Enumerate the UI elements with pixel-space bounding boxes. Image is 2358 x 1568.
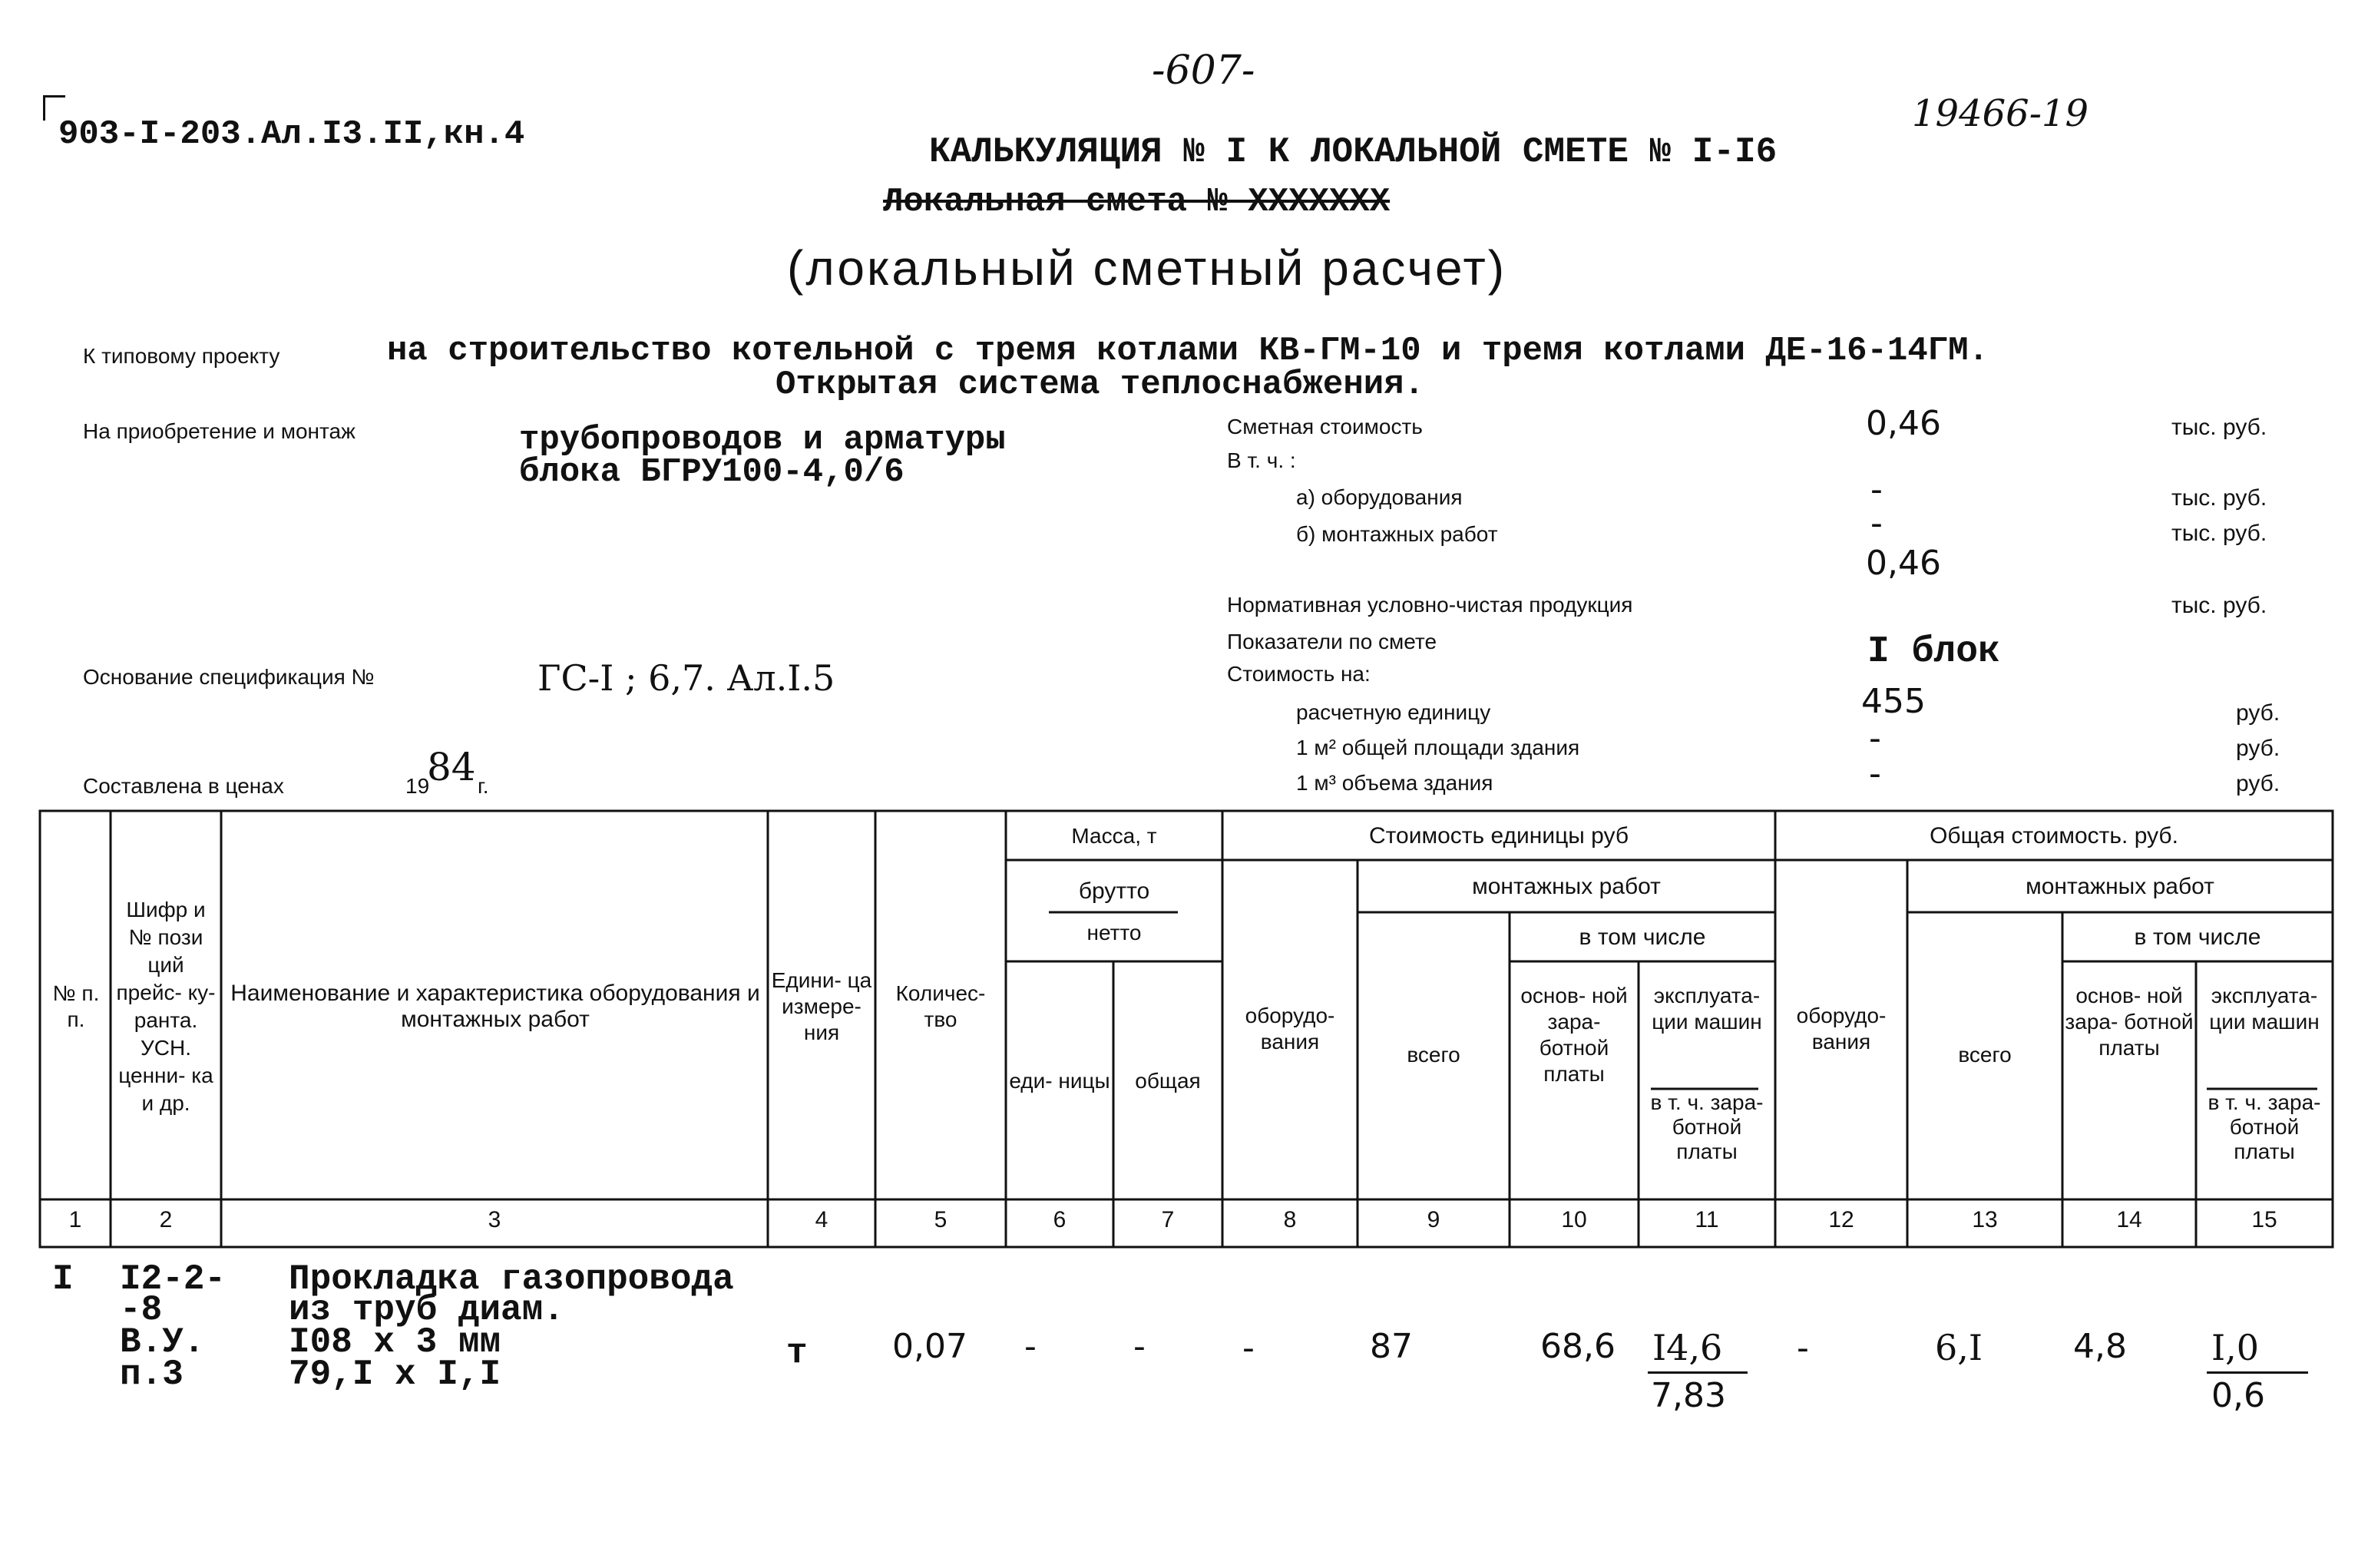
row-total-base-wage: 4,8: [2073, 1327, 2127, 1366]
unit-cost-unit: руб.: [2236, 700, 2280, 726]
normative-output-label: Нормативная условно-чистая продукция: [1227, 593, 1633, 617]
row-name-line-4: 79,I x I,I: [289, 1355, 501, 1394]
header-brutto: брутто: [1078, 878, 1150, 904]
row-machine-wage: 7,83: [1651, 1376, 1726, 1415]
purchase-line-2: блока БГРУ100-4,0/6: [519, 453, 905, 491]
estimated-cost-value: 0,46: [1866, 404, 1941, 443]
col-number-1: 1: [68, 1207, 82, 1232]
col-number-4: 4: [815, 1207, 828, 1232]
equipment-value: -: [1870, 470, 1883, 509]
volume-cost-unit: руб.: [2236, 771, 2280, 796]
header-total-equipment: оборудо- вания: [1796, 1004, 1887, 1054]
row-code-line-1: I2-2-: [120, 1259, 227, 1299]
installation-unit: тыс. руб.: [2171, 521, 2267, 546]
col-number-11: 11: [1695, 1207, 1719, 1232]
header-mass: Масса, т: [1071, 824, 1157, 848]
header-total-install: монтажных работ: [2026, 874, 2214, 899]
row-total-equipment: -: [1797, 1328, 1809, 1368]
header-no: № п. п.: [52, 981, 100, 1031]
equipment-unit: тыс. руб.: [2171, 485, 2267, 511]
area-cost-value: -: [1869, 719, 1881, 758]
basis-value: ГС-I ; 6,7. Ал.I.5: [537, 657, 835, 699]
project-line-1: на строительство котельной с тремя котлами КВ-ГМ-10 и тремя котлами ДЕ-16-14ГМ.: [387, 332, 1989, 370]
row-base-wage: 68,6: [1540, 1327, 1616, 1366]
header-netto: нетто: [1086, 921, 1142, 944]
header-total-machine: эксплуата- ции машин: [2209, 984, 2320, 1034]
compiled-label: Составлена в ценах: [83, 774, 284, 798]
col-number-3: 3: [488, 1207, 501, 1232]
volume-cost-value: -: [1869, 754, 1881, 793]
row-name-line-2: из труб диам.: [289, 1290, 564, 1330]
page-number-mark: -607-: [1152, 48, 1255, 94]
header-mass-per-unit: еди- ницы: [1009, 1069, 1110, 1093]
header-total-incl: в том числе: [2134, 925, 2261, 950]
unit-cost-value: 455: [1861, 682, 1926, 721]
purchase-label: На приобретение и монтаж: [83, 419, 356, 443]
unit-cost-label: расчетную единицу: [1296, 700, 1491, 724]
project-line-2: Открытая система теплоснабжения.: [776, 366, 1424, 404]
header-total-machine-wage: в т. ч. зара- ботной платы: [2208, 1090, 2321, 1163]
estimated-cost-label: Сметная стоимость: [1227, 415, 1423, 438]
header-unit-equipment: оборудо- вания: [1245, 1004, 1335, 1054]
col-number-5: 5: [934, 1207, 947, 1232]
col-number-9: 9: [1427, 1207, 1440, 1232]
row-name-line-3: I08 x 3 мм: [289, 1322, 501, 1362]
equipment-label: а) оборудования: [1296, 485, 1463, 509]
row-total-install: 6,I: [1935, 1327, 1983, 1368]
indicators-label: Показатели по смете: [1227, 630, 1437, 653]
installation-label: б) монтажных работ: [1296, 522, 1498, 546]
archive-number: 19466-19: [1912, 92, 2088, 135]
row-code-line-4: п.3: [120, 1355, 184, 1394]
row-mass-unit: -: [1024, 1327, 1037, 1366]
document-subtitle: (локальный сметный расчет): [787, 240, 1507, 296]
col-number-14: 14: [2116, 1207, 2142, 1232]
row-name-line-1: Прокладка газопровода: [289, 1259, 734, 1299]
header-mass-total: общая: [1135, 1069, 1201, 1093]
header-name: Наименование и характеристика оборудования и монтажных работ: [230, 981, 760, 1032]
header-unit-base-wage: основ- ной зара- ботной платы: [1520, 984, 1628, 1086]
row-machine-fraction-line: [1648, 1371, 1748, 1374]
header-unit-machine: эксплуата- ции машин: [1652, 984, 1762, 1034]
indicators-value: I блок: [1867, 631, 2000, 673]
area-cost-label: 1 м² общей площади здания: [1296, 736, 1580, 759]
header-unit-incl: в том числе: [1579, 925, 1706, 950]
header-code: Шифр и № пози ций прейс- ку- ранта. УСН. ценни- ка и др.: [116, 898, 216, 1115]
col-number-12: 12: [1828, 1207, 1854, 1232]
row-machine-operation: I4,6: [1652, 1327, 1723, 1368]
area-cost-unit: руб.: [2236, 736, 2280, 761]
row-total-machine: I,0: [2211, 1327, 2260, 1368]
row-code-line-2: -8: [120, 1290, 163, 1330]
including-label: В т. ч. :: [1227, 448, 1296, 472]
col-number-6: 6: [1053, 1207, 1067, 1232]
header-total-all: всего: [1958, 1043, 2012, 1067]
compiled-year-unit: г.: [478, 774, 489, 798]
document-title: КАЛЬКУЛЯЦИЯ № I К ЛОКАЛЬНОЙ СМЕТЕ № I-I6: [929, 132, 1778, 172]
installation-value-2: 0,46: [1866, 544, 1941, 583]
header-unit-all: всего: [1407, 1043, 1460, 1067]
row-quantity: 0,07: [892, 1327, 967, 1366]
compiled-year-suffix: 84: [427, 745, 476, 789]
struck-subtitle: Локальная смета № XXXXXXX: [883, 183, 1391, 221]
header-total-base-wage: основ- ной зара- ботной платы: [2065, 984, 2194, 1060]
col-number-7: 7: [1161, 1207, 1175, 1232]
header-unit-install: монтажных работ: [1472, 874, 1661, 899]
row-mass-total: -: [1133, 1327, 1146, 1366]
header-qty: Количес- тво: [895, 981, 986, 1031]
row-equipment-cost: -: [1242, 1328, 1255, 1368]
installation-value: -: [1870, 504, 1883, 543]
compiled-year-prefix: 19: [405, 774, 430, 798]
document-code: 903-I-203.Ал.I3.II,кн.4: [58, 115, 525, 154]
col-number-15: 15: [2251, 1207, 2277, 1232]
col-number-13: 13: [1972, 1207, 1998, 1232]
header-unit: Едини- ца измере- ния: [771, 968, 872, 1044]
basis-label: Основание спецификация №: [83, 665, 375, 689]
cost-per-label: Стоимость на:: [1227, 662, 1371, 686]
row-total-machine-fraction-line: [2207, 1371, 2308, 1374]
estimated-cost-unit: тыс. руб.: [2171, 415, 2267, 440]
volume-cost-label: 1 м³ объема здания: [1296, 771, 1493, 795]
header-unit-cost: Стоимость единицы руб: [1368, 823, 1629, 849]
col-number-8: 8: [1283, 1207, 1297, 1232]
header-unit-machine-wage: в т. ч. зара- ботной платы: [1650, 1090, 1764, 1163]
header-total-cost: Общая стоимость. руб.: [1930, 823, 2178, 849]
row-total-machine-wage: 0,6: [2211, 1376, 2265, 1415]
col-number-10: 10: [1561, 1207, 1587, 1232]
row-number: I: [52, 1259, 74, 1299]
row-install-all: 87: [1370, 1327, 1413, 1366]
col-number-2: 2: [159, 1207, 173, 1232]
project-label: К типовому проекту: [83, 344, 280, 368]
normative-output-unit: тыс. руб.: [2171, 593, 2267, 618]
purchase-line-1: трубопроводов и арматуры: [519, 421, 1006, 459]
row-code-line-3: В.У.: [120, 1322, 205, 1362]
row-unit: т: [786, 1333, 808, 1373]
